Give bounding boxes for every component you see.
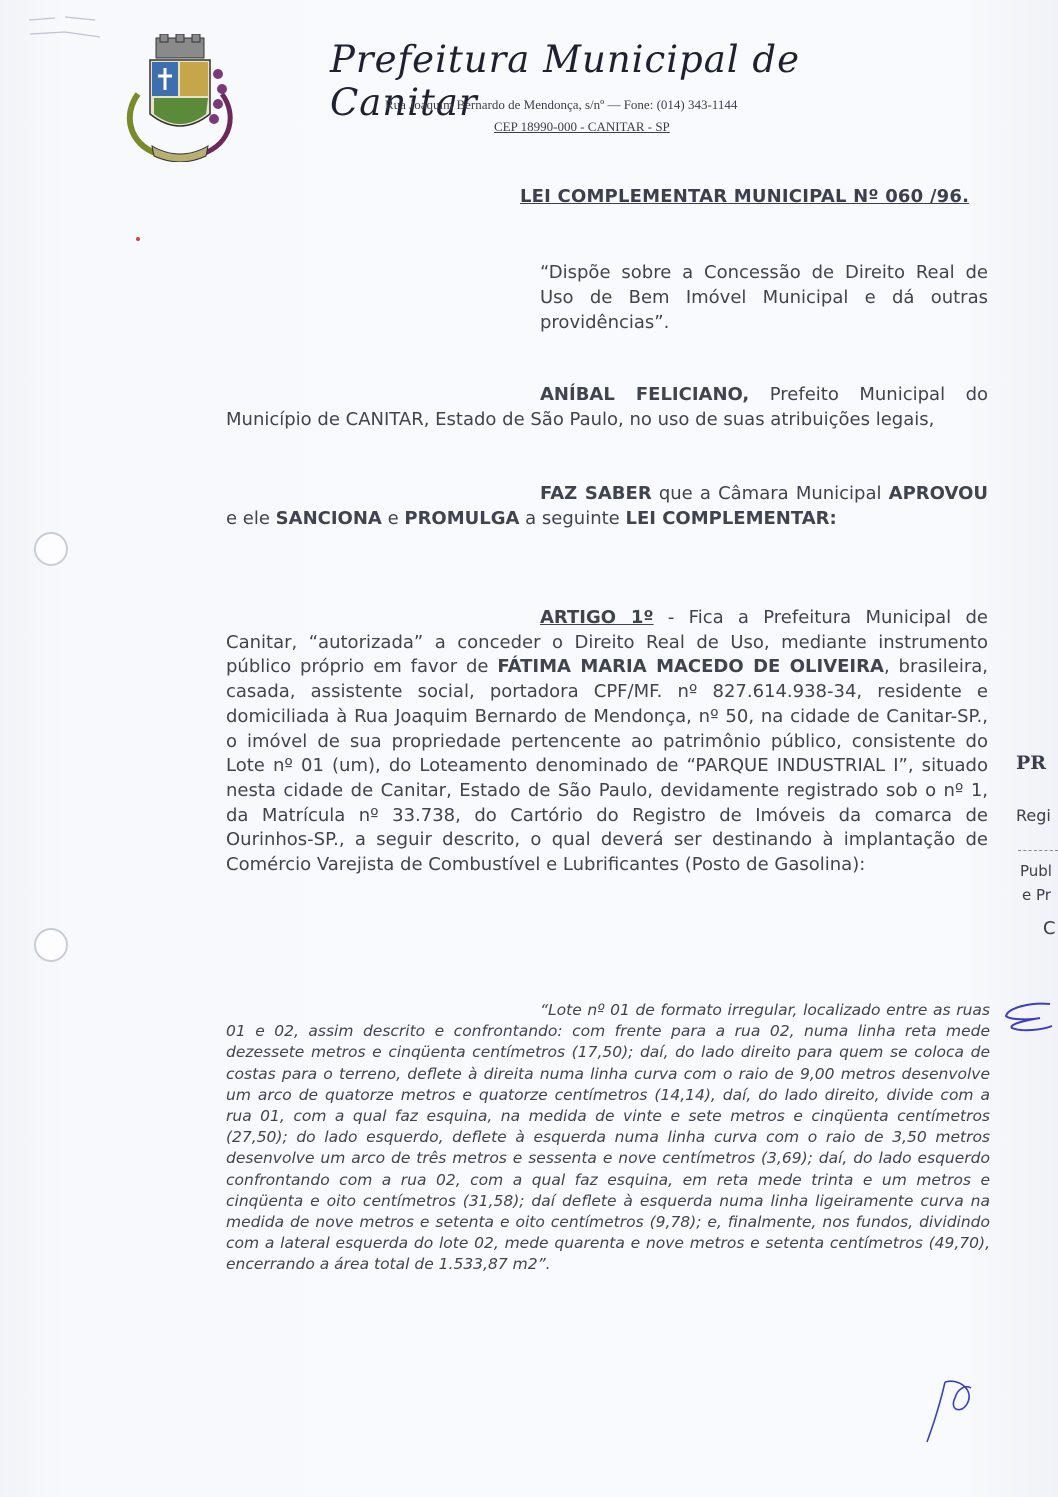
paragraph-mayor (226, 383, 988, 432)
faint-stamp-mark (25, 12, 125, 42)
red-dot (136, 237, 140, 241)
lot-description-text: “Lote nº 01 de formato irregular, localizado entre as ruas 01 e 02, assim descrito e confrontando: com frente para a rua 02, numa linha reta mede dezessete metros e cinqüenta centímetros (17,50); daí, do lado direito para quem se coloca de costas para o terreno, deflete à direita numa linha curva com o raio de 9,00 metros desenvolve um arco de quatorze metros e quatorze centímetros (14,14), daí, do lado direito, divide com a rua 01, com a qual faz esquina, na medida de vinte e sete metros e cinqüenta centímetros (27,50); do lado esquerdo, deflete à esquerda numa linha curva com o raio de 3,50 metros desenvolve um arco de três metros e sessenta e nove centímetros (3,69); daí, do lado esquerdo confrontando com a rua 02, com a qual faz esquina, em reta mede trinta e um metros e cinqüenta e oito centímetros (31,58); daí deflete à esquerda numa linha ligeiramente curva na medida de nove metros e setenta e oito centímetros (9,78); e, finalmente, nos fundos, dividindo com a lateral esquerda do lote 02, mede quarenta e nove metros e setenta centímetros (49,70), encerrando a área total de 1.533,87 m2”. (226, 1001, 990, 1274)
promulga: PROMULGA (404, 507, 520, 529)
signature-initials-icon (915, 1370, 985, 1450)
side-fragment-2: Regi (1016, 806, 1051, 825)
article-1 (226, 606, 988, 878)
enactment-text-4: a seguinte (519, 507, 626, 529)
beneficiary-name: FÁTIMA MARIA MACEDO DE OLIVEIRA (497, 656, 884, 678)
punch-hole-top (34, 532, 68, 566)
article-1-label: ARTIGO 1º (540, 607, 654, 628)
side-divider (1018, 850, 1058, 851)
law-title: LEI COMPLEMENTAR MUNICIPAL Nº 060 /96. (520, 186, 970, 207)
side-fragment-1: PR (1016, 752, 1047, 774)
header-cep: CEP 18990-000 - CANITAR - SP (494, 119, 670, 134)
law-summary: “Dispõe sobre a Concessão de Direito Real de Uso de Bem Imóvel Municipal e dá outras providências”. (540, 262, 988, 333)
header-title: Prefeitura Municipal de Canitar (330, 38, 800, 124)
sanciona: SANCIONA (275, 507, 382, 529)
municipal-crest-icon (118, 34, 242, 162)
paragraph-mayor-text: Prefeito Municipal do Município de CANITAR, Estado de São Paulo, no uso de suas atribuições legais, (226, 384, 989, 430)
enactment-text-3: e (381, 507, 405, 529)
side-fragment-3: Publ (1020, 862, 1052, 880)
article-1-text-1: - Fica a Prefeitura Municipal de Canitar, “autorizada” a conceder o Direito Real de Uso, mediante instrumento público próprio em favor de (226, 607, 988, 678)
side-fragment-4: e Pr (1022, 886, 1051, 904)
side-fragment-5: C (1043, 918, 1056, 939)
enactment-text-2: e ele (226, 507, 276, 529)
faz-saber: FAZ SABER (540, 483, 652, 504)
enactment-text-1: que a Câmara Municipal (651, 483, 889, 504)
lot-description (226, 1000, 990, 1276)
lei-complementar: LEI COMPLEMENTAR: (625, 507, 837, 529)
mayor-name: ANÍBAL FELICIANO, (540, 384, 750, 405)
pen-mark-icon (1000, 998, 1058, 1034)
aprovou: APROVOU (888, 483, 989, 504)
article-1-text-2: , brasileira, casada, assistente social, portadora CPF/MF. nº 827.614.938-34, residente e domiciliada à Rua Joaquim Bernardo de Mendonça, nº 50, na cidade de Canitar-SP., o imóvel de sua propriedade pertencente ao patrimônio público, consistente do Lote nº 01 (um), do Loteamento denominado de “PARQUE INDUSTRIAL I”, situado nesta cidade de Canitar, Estado de São Paulo, devidamente registrado sob o nº 1, da Matrícula nº 33.738, do Cartório do Registro de Imóveis da comarca de Ourinhos-SP., a seguir descrito, o qual deverá ser destinando à implantação de Comércio Varejista de Combustível e Lubrificantes (Posto de Gasolina): (226, 656, 988, 876)
header-address: Rua Joaquim Bernardo de Mendonça, s/nº — Fone: (014) 343-1144 (385, 97, 738, 112)
punch-hole-bottom (34, 928, 68, 962)
paragraph-enactment (226, 482, 988, 531)
